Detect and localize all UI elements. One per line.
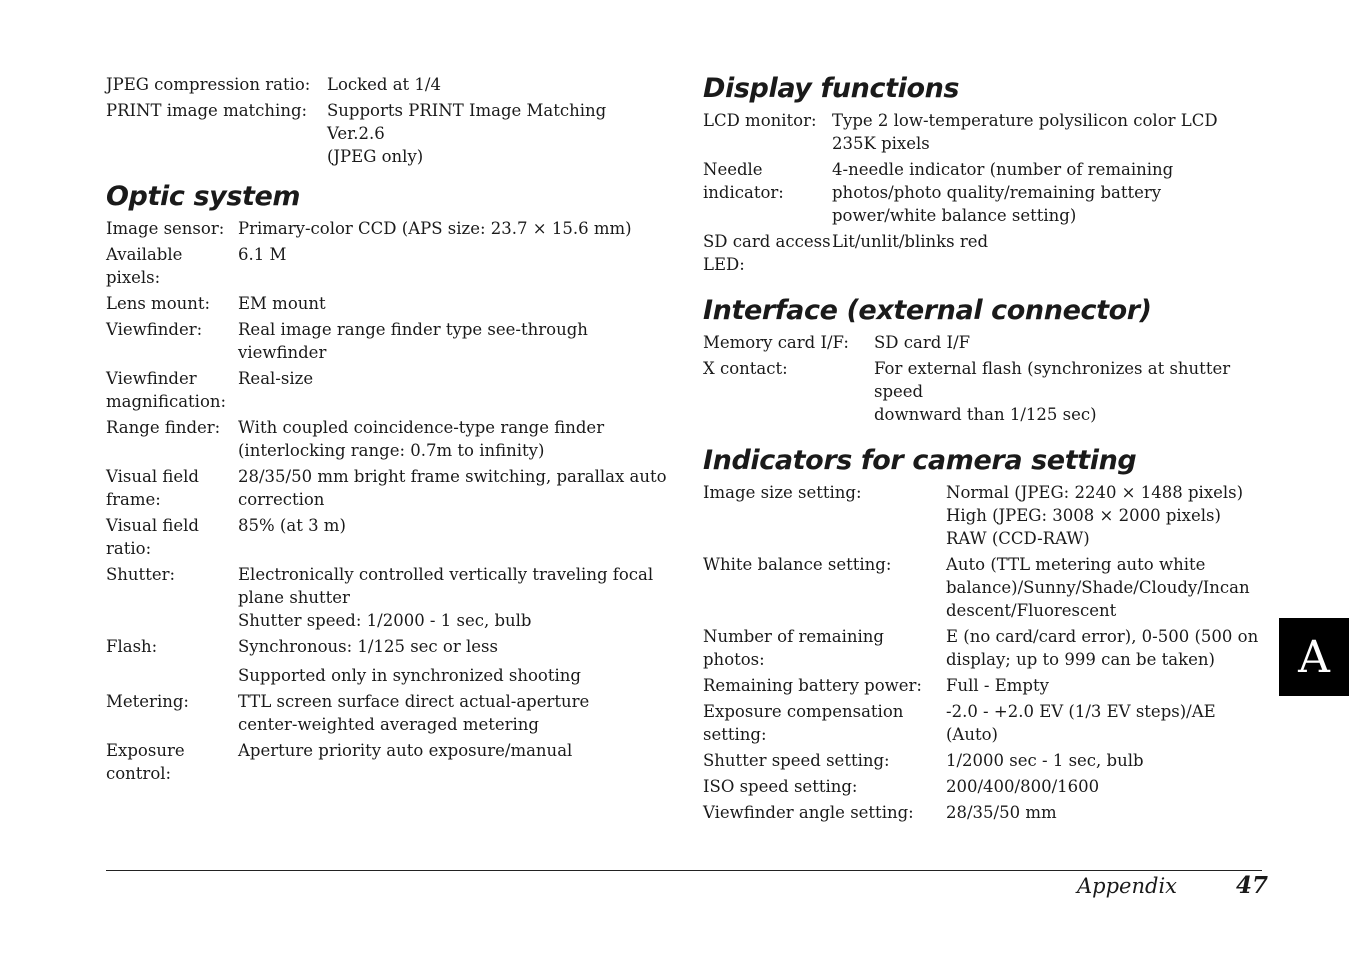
spec-value-line: Shutter speed: 1/2000 - 1 sec, bulb (238, 611, 532, 630)
spec-row (703, 155, 1218, 227)
spec-label-line: PRINT image matching: (106, 101, 308, 120)
spec-label (703, 155, 832, 227)
spec-label-line: indicator: (703, 183, 784, 202)
spec-value (946, 550, 1268, 622)
spec-label-line: ISO speed setting: (703, 777, 858, 796)
spec-value (238, 632, 668, 658)
spec-value (238, 240, 668, 289)
spec-value (946, 772, 1268, 798)
spec-row (106, 687, 668, 736)
spec-label (106, 462, 238, 511)
spec-row (106, 217, 668, 240)
indicators-heading: Indicators for camera setting (703, 445, 1137, 476)
spec-label-line: Visual field (106, 467, 199, 486)
spec-label-line: control: (106, 764, 172, 783)
spec-label (106, 289, 238, 315)
spec-label (106, 658, 238, 687)
spec-label-line: setting: (703, 725, 767, 744)
spec-label-line: ratio: (106, 539, 152, 558)
spec-value (327, 96, 668, 168)
spec-label (106, 687, 238, 736)
spec-value-line: 28/35/50 mm bright frame switching, parallax auto (238, 467, 667, 486)
spec-row (106, 736, 668, 785)
spec-label-line: Flash: (106, 637, 158, 656)
spec-value-line: (JPEG only) (327, 147, 424, 166)
spec-value-line: Locked at 1/4 (327, 75, 441, 94)
spec-row (106, 240, 668, 289)
spec-value (946, 746, 1268, 772)
spec-row (703, 746, 1268, 772)
spec-label (703, 481, 946, 550)
spec-value-line: 4-needle indicator (number of remaining (832, 160, 1174, 179)
spec-value (238, 315, 668, 364)
spec-label-line: Shutter: (106, 565, 176, 584)
spec-value-line: power/white balance setting) (832, 206, 1077, 225)
spec-label (703, 354, 874, 426)
spec-value-line: descent/Fluorescent (946, 601, 1117, 620)
spec-label-line: Lens mount: (106, 294, 211, 313)
spec-value-line: E (no card/card error), 0-500 (500 on (946, 627, 1259, 646)
top-spec-table (106, 73, 668, 168)
footer-rule (106, 870, 1262, 871)
spec-row (703, 227, 1218, 276)
spec-value-line: -2.0 - +2.0 EV (1/3 EV steps)/AE (Auto) (946, 702, 1216, 744)
spec-value-line: 1/2000 sec - 1 sec, bulb (946, 751, 1144, 770)
optic-system-heading: Optic system (106, 181, 301, 212)
indicators-spec-table (703, 481, 1268, 824)
spec-label (106, 96, 327, 168)
spec-value-line: Auto (TTL metering auto white (946, 555, 1206, 574)
spec-value (238, 687, 668, 736)
spec-value-line: Primary-color CCD (APS size: 23.7 × 15.6 mm) (238, 219, 632, 238)
spec-label-line: Viewfinder (106, 369, 197, 388)
spec-label (703, 772, 946, 798)
spec-label-line: Viewfinder angle setting: (703, 803, 914, 822)
spec-row (106, 511, 668, 560)
spec-value-line: SD card I/F (874, 333, 971, 352)
spec-value (874, 354, 1268, 426)
spec-row (106, 658, 668, 687)
spec-label-line: Exposure compensation (703, 702, 904, 721)
spec-label-line: Image sensor: (106, 219, 225, 238)
spec-label-line: LCD monitor: (703, 111, 817, 130)
optic-spec-table (106, 217, 668, 785)
spec-label (703, 746, 946, 772)
left-column (106, 72, 668, 785)
spec-row (703, 481, 1268, 550)
spec-value (238, 289, 668, 315)
spec-label (106, 73, 327, 96)
spec-label-line: Metering: (106, 692, 189, 711)
spec-value (327, 73, 668, 96)
spec-label (106, 736, 238, 785)
spec-label-line: magnification: (106, 392, 227, 411)
spec-label (106, 413, 238, 462)
spec-value-line: 235K pixels (832, 134, 930, 153)
spec-label (703, 671, 946, 697)
spec-row (703, 772, 1268, 798)
spec-row (106, 462, 668, 511)
spec-label-line: Viewfinder: (106, 320, 203, 339)
spec-value (238, 658, 668, 687)
spec-value-line: balance)/Sunny/Shade/Cloudy/Incan (946, 578, 1250, 597)
spec-row (106, 364, 668, 413)
spec-label-line: Image size setting: (703, 483, 862, 502)
spec-label (106, 240, 238, 289)
spec-value (832, 109, 1218, 155)
spec-value (238, 217, 668, 240)
spec-value-line: correction (238, 490, 325, 509)
spec-value (946, 481, 1268, 550)
spec-label (703, 109, 832, 155)
spec-label-line: frame: (106, 490, 161, 509)
spec-value (238, 413, 668, 462)
spec-label (106, 511, 238, 560)
spec-label-line: Memory card I/F: (703, 333, 849, 352)
spec-label (106, 315, 238, 364)
display-functions-heading: Display functions (703, 73, 960, 104)
spec-label-line: Needle (703, 160, 763, 179)
spec-value-line: Aperture priority auto exposure/manual (238, 741, 573, 760)
spec-row (703, 550, 1268, 622)
spec-value-line: photos/photo quality/remaining battery (832, 183, 1162, 202)
appendix-tab-marker (1279, 618, 1349, 696)
spec-label (703, 697, 946, 746)
spec-row (703, 697, 1268, 746)
interface-spec-table (703, 331, 1268, 426)
spec-label-line: Visual field (106, 516, 199, 535)
spec-value-line: High (JPEG: 3008 × 2000 pixels) (946, 506, 1221, 525)
spec-value (946, 671, 1268, 697)
spec-label (703, 227, 832, 276)
spec-row (106, 96, 668, 168)
right-column (703, 72, 1268, 824)
spec-label-line: Range finder: (106, 418, 221, 437)
spec-value-line: Normal (JPEG: 2240 × 1488 pixels) (946, 483, 1244, 502)
spec-value-line: Real image range finder type see-through viewfinder (238, 320, 588, 362)
spec-value-line: 6.1 M (238, 245, 287, 264)
spec-value (832, 227, 1218, 276)
spec-value (238, 364, 668, 413)
spec-value-line: Type 2 low-temperature polysilicon color LCD (832, 111, 1218, 130)
spec-value (238, 462, 668, 511)
spec-value (874, 331, 1268, 354)
spec-label-line: White balance setting: (703, 555, 892, 574)
spec-value-line: EM mount (238, 294, 326, 313)
spec-row (106, 560, 668, 632)
spec-value (238, 511, 668, 560)
spec-row (106, 632, 668, 658)
spec-label-line: LED: (703, 255, 745, 274)
spec-label-line: Number of remaining photos: (703, 627, 884, 669)
spec-label-line: Available pixels: (106, 245, 183, 287)
spec-row (106, 413, 668, 462)
spec-row (703, 622, 1268, 671)
spec-value-line: Electronically controlled vertically traveling focal (238, 565, 654, 584)
spec-value-line: (interlocking range: 0.7m to infinity) (238, 441, 545, 460)
spec-value-line: Supports PRINT Image Matching Ver.2.6 (327, 101, 607, 143)
spec-value (832, 155, 1218, 227)
spec-row (106, 73, 668, 96)
spec-label-line: Shutter speed setting: (703, 751, 890, 770)
spec-value-line: RAW (CCD-RAW) (946, 529, 1090, 548)
footer-section-name: Appendix (1077, 874, 1178, 898)
spec-row (106, 315, 668, 364)
spec-value-line: 200/400/800/1600 (946, 777, 1100, 796)
spec-value-line: TTL screen surface direct actual-aperture (238, 692, 590, 711)
spec-value (946, 622, 1268, 671)
spec-value-line: display; up to 999 can be taken) (946, 650, 1215, 669)
spec-label (106, 217, 238, 240)
spec-value (238, 560, 668, 632)
spec-value (946, 798, 1268, 824)
spec-row (106, 289, 668, 315)
spec-label-line: Remaining battery power: (703, 676, 922, 695)
spec-value-line: Supported only in synchronized shooting (238, 666, 581, 685)
spec-row (703, 798, 1268, 824)
spec-value (946, 697, 1268, 746)
spec-row (703, 671, 1268, 697)
spec-value-line: Full - Empty (946, 676, 1049, 695)
spec-value-line: With coupled coincidence-type range finder (238, 418, 605, 437)
tab-letter: A (1298, 631, 1330, 683)
spec-value-line: 85% (at 3 m) (238, 516, 346, 535)
spec-value-line: 28/35/50 mm (946, 803, 1057, 822)
spec-label-line: X contact: (703, 359, 788, 378)
page-number: 47 (1236, 872, 1269, 899)
spec-value-line: Real-size (238, 369, 314, 388)
spec-label (106, 560, 238, 632)
spec-value-line: Synchronous: 1/125 sec or less (238, 637, 498, 656)
spec-value-line: center-weighted averaged metering (238, 715, 539, 734)
display-spec-table (703, 109, 1218, 276)
interface-heading: Interface (external connector) (703, 295, 1152, 326)
spec-label-line: SD card access (703, 232, 831, 251)
spec-value-line: plane shutter (238, 588, 350, 607)
spec-label (703, 331, 874, 354)
spec-label (703, 798, 946, 824)
spec-row (703, 354, 1268, 426)
spec-label (106, 364, 238, 413)
spec-label (703, 622, 946, 671)
spec-value-line: Lit/unlit/blinks red (832, 232, 989, 251)
spec-label-line: Exposure (106, 741, 185, 760)
spec-label (106, 632, 238, 658)
spec-row (703, 331, 1268, 354)
spec-value (238, 736, 668, 785)
spec-label-line: JPEG compression ratio: (106, 75, 311, 94)
spec-value-line: downward than 1/125 sec) (874, 405, 1097, 424)
spec-label (703, 550, 946, 622)
spec-value-line: For external flash (synchronizes at shutter speed (874, 359, 1231, 401)
spec-row (703, 109, 1218, 155)
